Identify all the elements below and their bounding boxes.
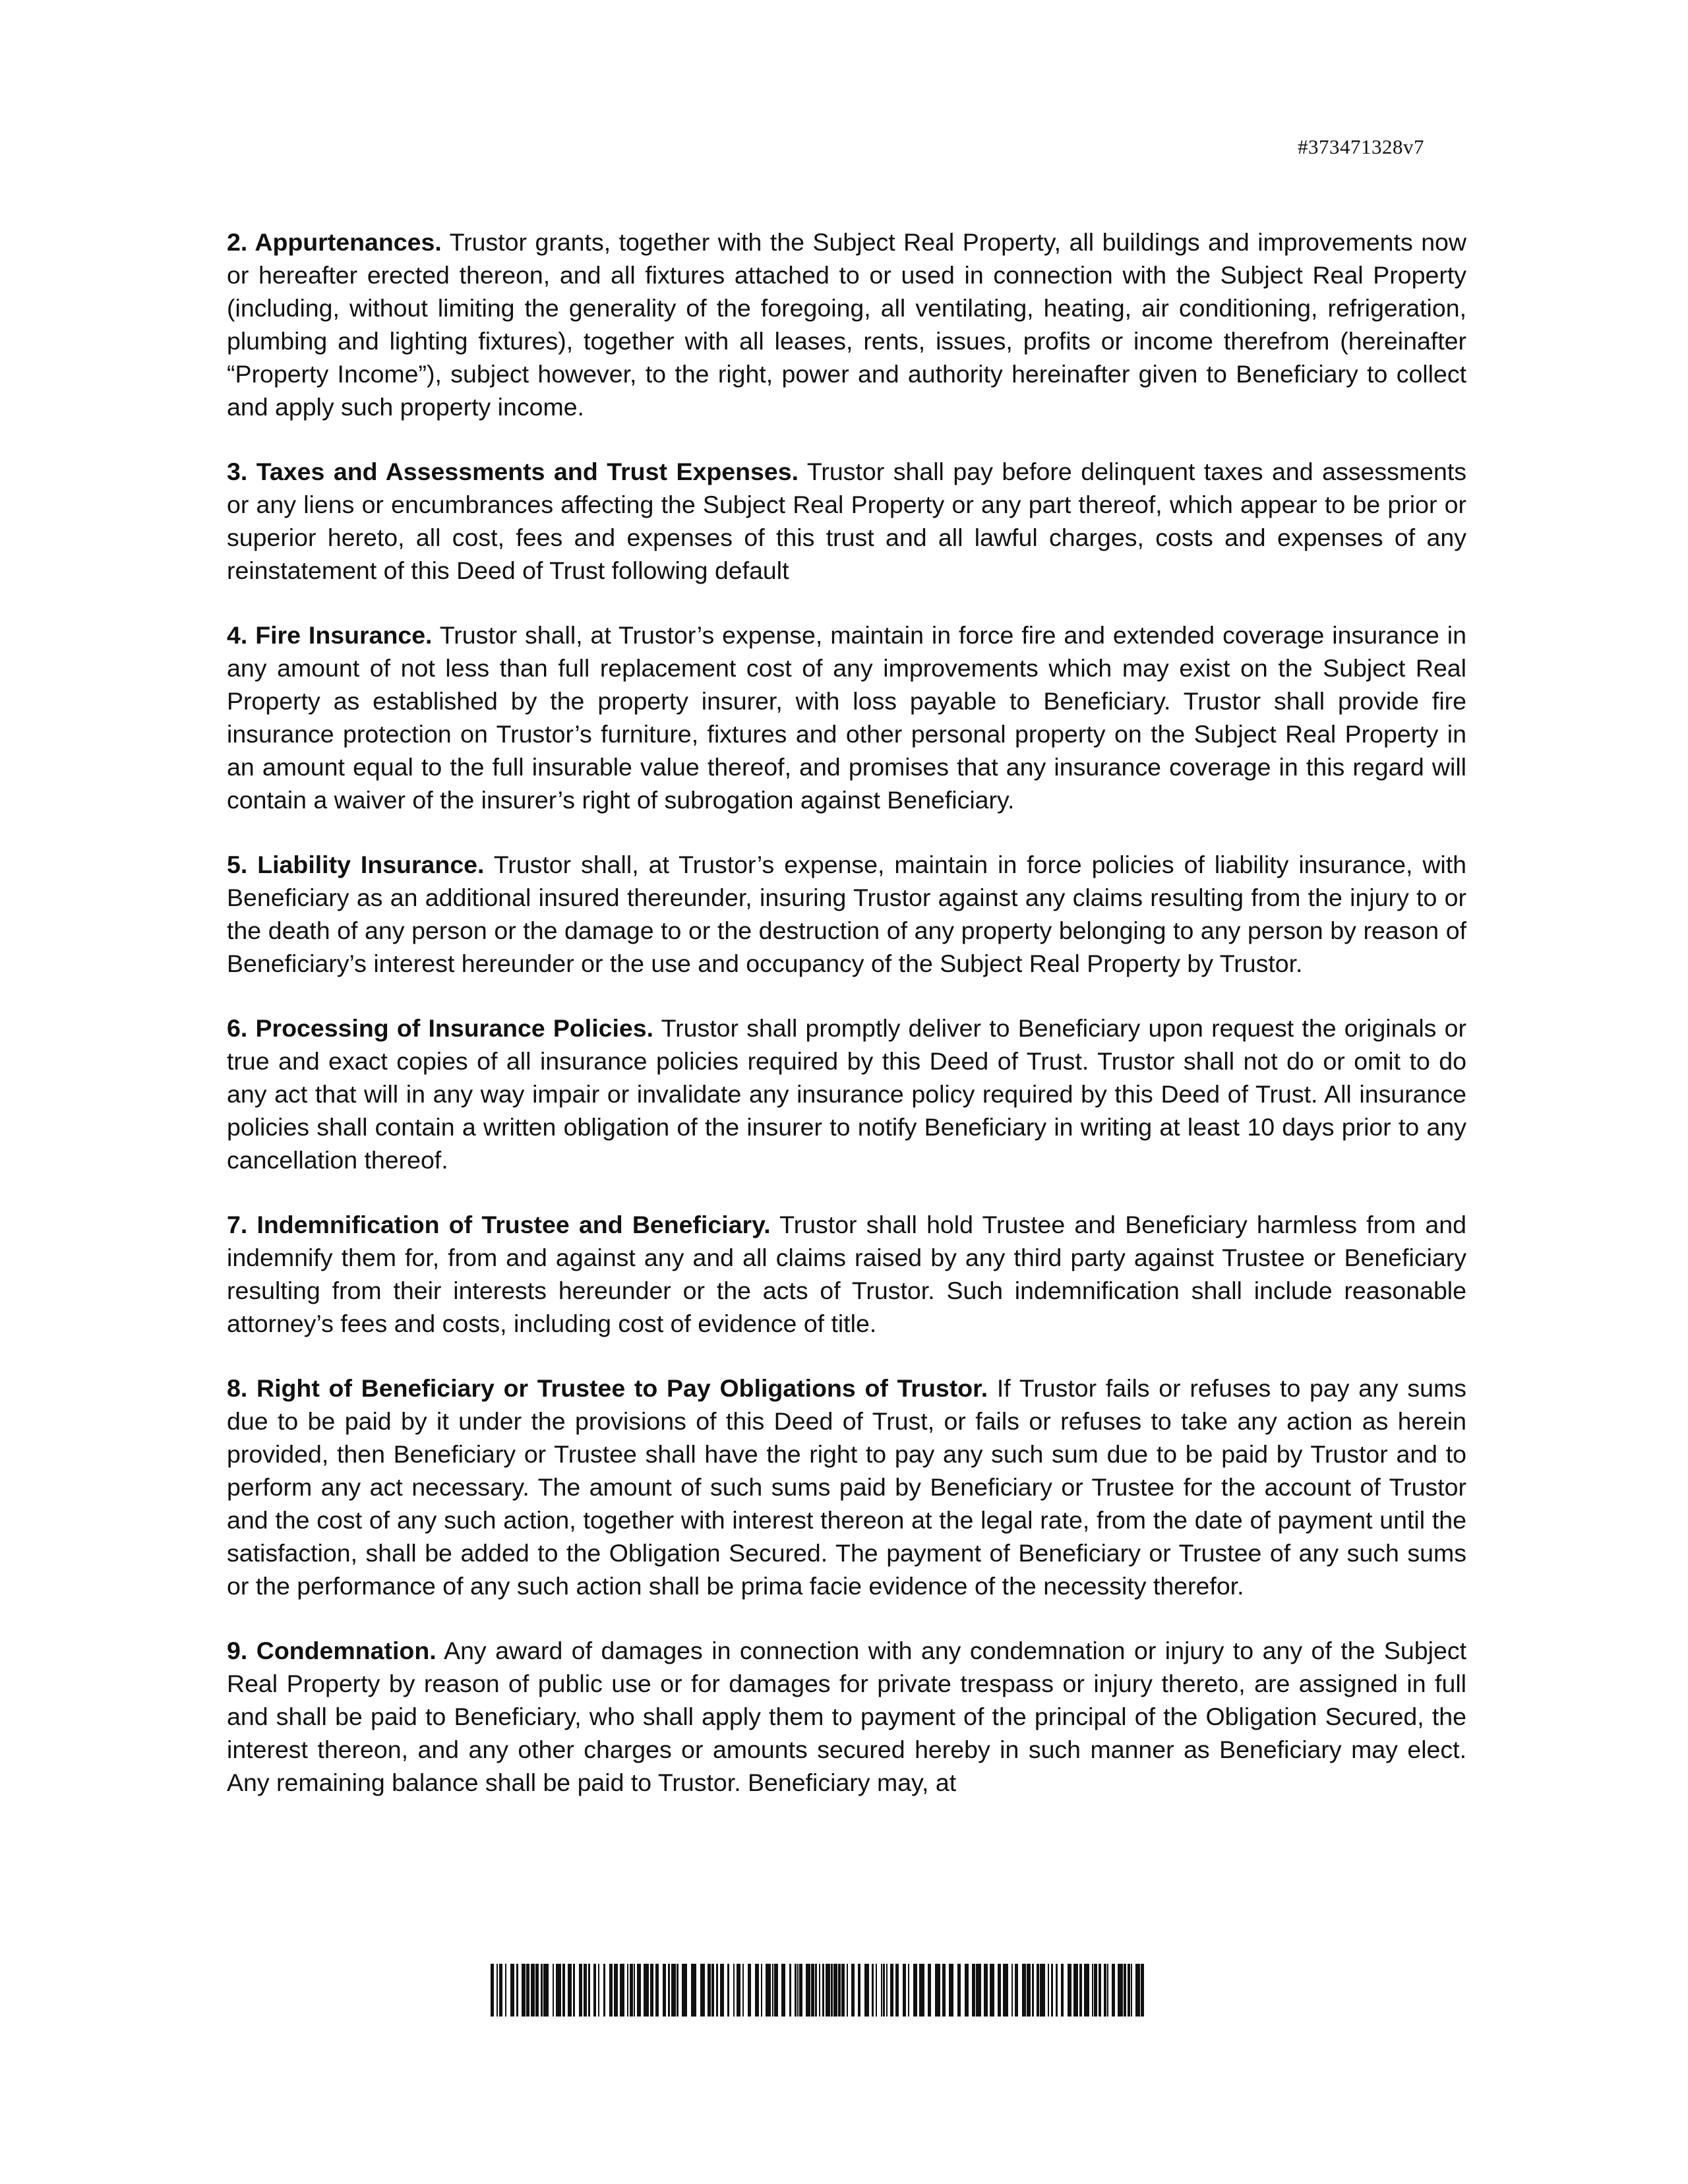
barcode-bar [671,1964,676,2017]
section-text: Trustor shall hold Trustee and Beneficiary harmless from and indemnify them for, from and against any and all claims raised by any third party against Trustee or Beneficiary resulting from their interests hereunder or the acts of Trustor. Such indemnification shall include reasonable attorney’s fees and costs, including cost of evidence of title. [227,1211,1466,1337]
barcode-bar [1068,1964,1071,2017]
barcode-bar [668,1964,670,2017]
barcode-bar [1084,1964,1089,2017]
barcode-bar [928,1964,931,2017]
barcode-bar [1040,1964,1045,2017]
barcode-bar [748,1964,751,2017]
barcode-bar [1118,1964,1123,2017]
barcode-bar [881,1964,882,2017]
barcode-bar [851,1964,855,2017]
barcode-bar [700,1964,705,2017]
barcode-bar [593,1964,596,2017]
barcode-bar [531,1964,535,2017]
barcode-bar [1079,1964,1082,2017]
section-condemnation [227,1634,1466,1799]
barcode-bar [895,1964,899,2017]
barcode-bar [727,1964,729,2017]
barcode-bar [588,1964,590,2017]
barcode-bar [883,1964,885,2017]
barcode-bar [876,1964,877,2017]
barcode-bar [663,1964,666,2017]
section-right-to-pay-obligations [227,1372,1466,1602]
barcode-bar [1104,1964,1106,2017]
barcode-bar [806,1964,810,2017]
section-text: Trustor grants, together with the Subject Real Property, all buildings and improvements now or hereafter erected thereon, and all fixtures attached to or used in connection with the Subject Real Property (including, without limiting the generality of the foregoing, all ventilating, heating, air conditioning, refrigeration, plumbing and lighting fixtures), together with all leases, rents, issues, profits or income therefrom (hereinafter “Property Income”), subject however, to the right, power and authority hereinafter given to Beneficiary to collect and apply such property income. [227,228,1466,421]
barcode-bar [491,1964,494,2017]
barcode-bar [1092,1964,1093,2017]
barcode-bar [766,1964,771,2017]
barcode-bar [826,1964,830,2017]
section-heading: 9. Condemnation. [227,1637,437,1664]
barcode-bar [598,1964,599,2017]
barcode-bar [755,1964,759,2017]
section-heading: 2. Appurtenances. [227,228,442,256]
barcode-bar [603,1964,605,2017]
barcode-bar [562,1964,565,2017]
barcode-bar [609,1964,613,2017]
barcode-bar [644,1964,649,2017]
barcode-bar [772,1964,773,2017]
barcode-bar [677,1964,678,2017]
barcode-bar [919,1964,924,2017]
section-appurtenances [227,226,1466,423]
barcode-bar [972,1964,975,2017]
barcode-bar [1073,1964,1078,2017]
barcode-bar [682,1964,687,2017]
barcode-bar [655,1964,659,2017]
barcode-bar [1032,1964,1034,2017]
barcode-bar [573,1964,575,2017]
section-text: Trustor shall, at Trustor’s expense, maintain in force policies of liability insurance, with Beneficiary as an additional insured thereunder, insuring Trustor against any claims resulting from the injury to or the death of any person or the damage to or the destruction of any property belonging to any person by reason of Beneficiary’s interest hereunder or the use and occupancy of the Subject Real Property by Trustor. [227,851,1467,977]
section-heading: 7. Indemnification of Trustee and Beneficiary. [227,1211,771,1238]
barcode-bar [1061,1964,1064,2017]
document-body [227,226,1466,1831]
barcode-bar [811,1964,814,2017]
barcode-bar [1037,1964,1039,2017]
barcode-bar [799,1964,802,2017]
barcode-bar [1131,1964,1132,2017]
barcode-bar [535,1964,539,2017]
barcode-bar [634,1964,635,2017]
barcode-bar [886,1964,888,2017]
barcode-bar [733,1964,735,2017]
barcode-bar [847,1964,848,2017]
barcode-bar [890,1964,893,2017]
barcode-bar [984,1964,988,2017]
barcode-bar [1056,1964,1058,2017]
barcode-bar [630,1964,633,2017]
barcode-bar [1135,1964,1140,2017]
section-fire-insurance [227,619,1466,816]
barcode-bar [1048,1964,1049,2017]
barcode-bar [556,1964,561,2017]
barcode-bar [976,1964,981,2017]
barcode-bar [903,1964,906,2017]
barcode-bar [691,1964,696,2017]
barcode-bar [742,1964,744,2017]
barcode-bar [1107,1964,1108,2017]
barcode-bar [711,1964,714,2017]
barcode-bar [789,1964,791,2017]
barcode-bar [908,1964,909,2017]
barcode-bar [522,1964,526,2017]
barcode-bar [505,1964,506,2017]
barcode-bar [1015,1964,1018,2017]
barcode-bar [1112,1964,1115,2017]
barcode-bar [795,1964,797,2017]
section-text: Trustor shall, at Trustor’s expense, maintain in force fire and extended coverage insurance in any amount of not less than full replacement cost of any improvements which may exist on the Subject Real Property as established by the property insurer, with loss payable to Beneficiary. Trustor shall provide fire insurance protection on Trustor’s furniture, fixtures and other personal property on the Subject Real Property in an amount equal to the full insurable value thereof, and promises that any insurance coverage in this regard will contain a waiver of the insurer’s right of subrogation against Beneficiary. [227,621,1466,814]
barcode-bar [1141,1964,1144,2017]
section-heading: 6. Processing of Insurance Policies. [227,1014,654,1042]
barcode-bar [1051,1964,1053,2017]
barcode-bar [1094,1964,1097,2017]
barcode-bar [716,1964,718,2017]
barcode-bar [965,1964,969,2017]
barcode-bar [497,1964,498,2017]
barcode-bar [1003,1964,1008,2017]
barcode-bar [510,1964,514,2017]
barcode-bar [708,1964,711,2017]
section-indemnification [227,1208,1466,1340]
barcode-bar [1128,1964,1130,2017]
document-id: #373471328v7 [1298,135,1424,158]
barcode-bar [516,1964,518,2017]
barcode-bar [831,1964,833,2017]
barcode [488,1964,1147,2017]
barcode-bar [841,1964,845,2017]
barcode-bar [579,1964,582,2017]
barcode-bar [1124,1964,1126,2017]
barcode-bar [822,1964,824,2017]
barcode-bar [584,1964,587,2017]
barcode-bar [1022,1964,1026,2017]
section-text: Trustor shall pay before delinquent taxes and assessments or any liens or encumbrances affecting the Subject Real Property or any part thereof, which appear to be prior or superior hereto, all cost, fees and expenses of this trust and all lawful charges, costs and expenses of any reinstatement of this Deed of Trust following default [227,458,1466,584]
barcode-bar [864,1964,869,2017]
barcode-bar [526,1964,529,2017]
barcode-bar [553,1964,554,2017]
barcode-bar [913,1964,917,2017]
barcode-bar [541,1964,543,2017]
barcode-bar [833,1964,837,2017]
barcode-bar [872,1964,874,2017]
barcode-bar [990,1964,994,2017]
barcode-bar [781,1964,785,2017]
section-heading: 8. Right of Beneficiary or Trustee to Pay Obligations of Trustor. [227,1374,988,1402]
barcode-bar [819,1964,820,2017]
barcode-bar [1027,1964,1031,2017]
barcode-graphic [488,1964,1147,2017]
section-text: Any award of damages in connection with any condemnation or injury to any of the Subject Real Property by reason of public use or for damages for private trespass or injury thereto, are assigned in full and shall be paid to Beneficiary, who shall apply them to payment of the principal of the Obligation Secured, the interest thereon, and any other charges or amounts secured hereby in such manner as Beneficiary may elect. Any remaining balance shall be paid to Trustor. Beneficiary may, at [227,1637,1467,1796]
barcode-bar [761,1964,762,2017]
barcode-bar [720,1964,724,2017]
section-processing-insurance-policies [227,1012,1466,1176]
section-liability-insurance [227,848,1466,980]
section-taxes-assessments [227,455,1466,587]
barcode-bar [998,1964,1001,2017]
barcode-bar [637,1964,641,2017]
barcode-bar [935,1964,940,2017]
barcode-bar [815,1964,817,2017]
barcode-bar [838,1964,841,2017]
barcode-bar [957,1964,961,2017]
section-heading: 5. Liability Insurance. [227,851,485,878]
barcode-bar [1099,1964,1101,2017]
barcode-bar [650,1964,653,2017]
section-heading: 4. Fire Insurance. [227,621,433,649]
barcode-bar [858,1964,860,2017]
section-text: If Trustor fails or refuses to pay any sums due to be paid by it under the provisions of this Deed of Trust, or fails or refuses to take any action as herein provided, then Beneficiary or Trustee shall have the right to pay any such sum due to be paid by Trustor and to perform any act necessary. The amount of such sums paid by Beneficiary or Trustee for the account of Trustor and the cost of any such action, together with interest thereon at the legal rate, from the date of payment until the satisfaction, shall be added to the Obligation Secured. The payment of Beneficiary or Trustee of any such sums or the performance of any such action shall be prima facie evidence of the necessity therefor. [227,1374,1467,1600]
barcode-bar [620,1964,624,2017]
barcode-bar [568,1964,572,2017]
barcode-bar [949,1964,953,2017]
barcode-bar [942,1964,946,2017]
barcode-bar [499,1964,502,2017]
barcode-bar [797,1964,799,2017]
barcode-bar [1011,1964,1013,2017]
barcode-bar [774,1964,778,2017]
section-text: Trustor shall promptly deliver to Beneficiary upon request the originals or true and exact copies of all insurance policies required by this Deed of Trust. Trustor shall not do or omit to do any act that will in any way impair or invalidate any insurance policy required by this Deed of Trust. All insurance policies shall contain a written obligation of the insurer to notify Beneficiary in writing at least 10 days prior to any cancellation thereof. [227,1014,1466,1174]
barcode-bar [737,1964,740,2017]
barcode-bar [627,1964,628,2017]
barcode-bar [543,1964,549,2017]
section-heading: 3. Taxes and Assessments and Trust Expenses. [227,458,799,485]
barcode-bar [614,1964,618,2017]
